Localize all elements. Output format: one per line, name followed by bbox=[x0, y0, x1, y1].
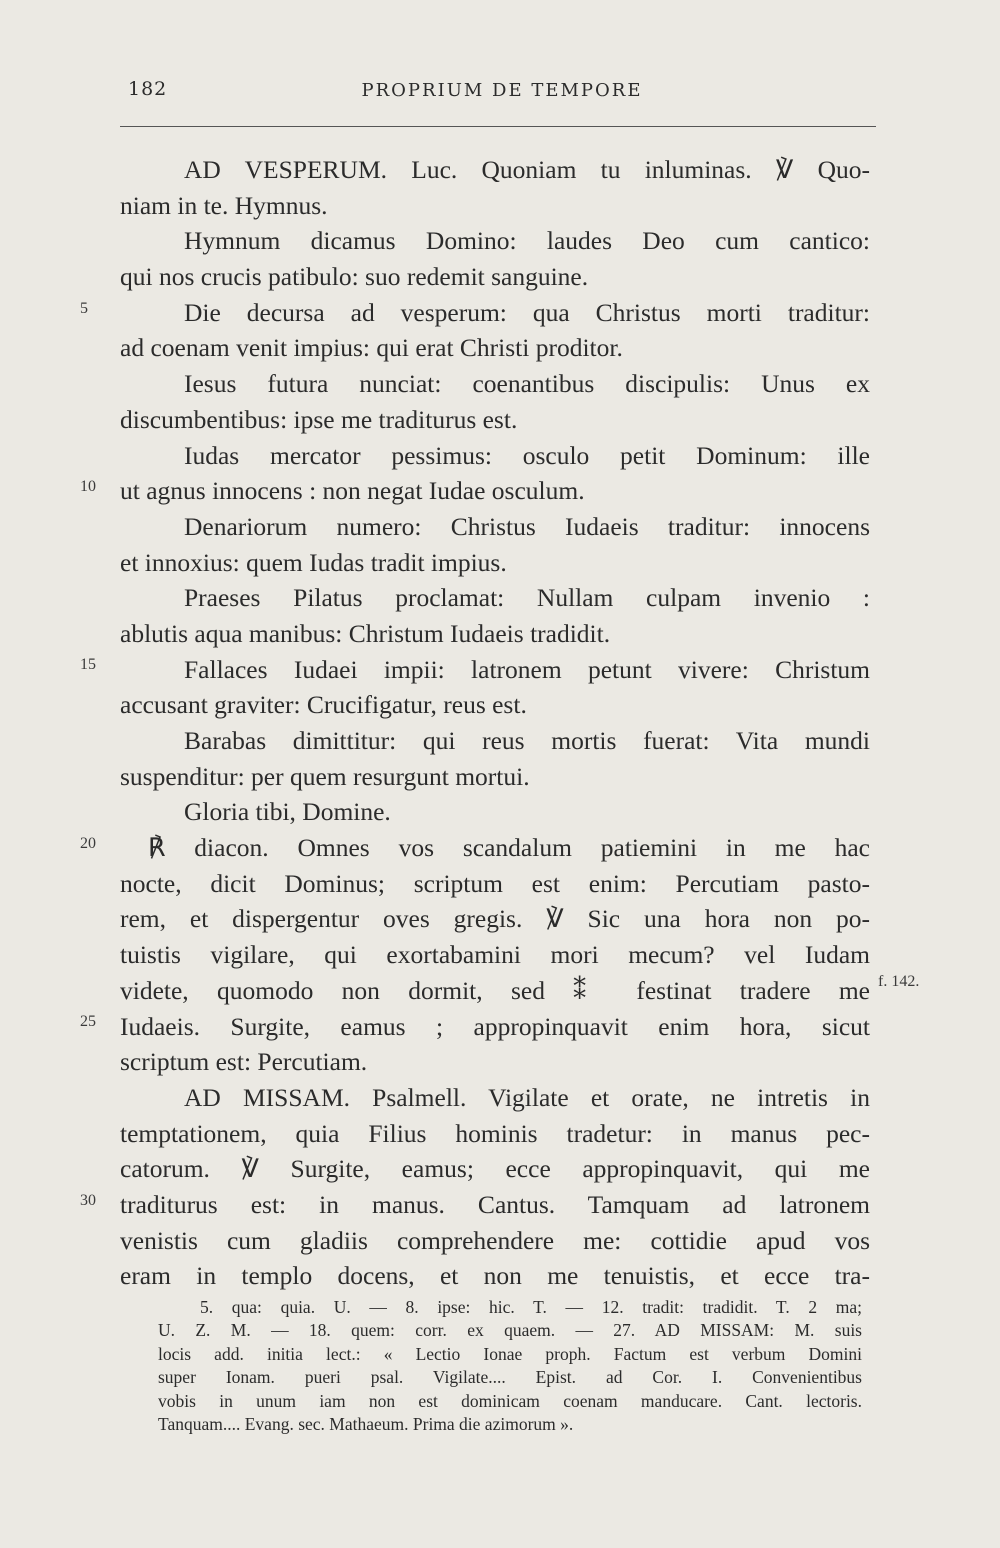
footnote-line: super Ionam. pueri psal. Vigilate.... Epist. ad Cor. I. Convenientibus bbox=[158, 1367, 862, 1388]
line-number: 25 bbox=[80, 1013, 96, 1030]
text-line: ablutis aqua manibus: Christum Iudaeis tradidit. bbox=[120, 618, 611, 648]
text-line: rem, et dispergentur oves gregis. ℣ Sic una hora non po- bbox=[120, 904, 870, 934]
text-line: Iudaeis. Surgite, eamus ; appropinquavit enim hora, sicut bbox=[120, 1011, 870, 1041]
text-line: qui nos crucis patibulo: suo redemit sanguine. bbox=[120, 262, 589, 292]
line-number: 20 bbox=[80, 835, 96, 852]
text-line: videte, quomodo non dormit, sed ⁑ festinat tradere me bbox=[120, 975, 870, 1005]
text-line: Iesus futura nunciat: coenantibus discipulis: Unus ex bbox=[184, 369, 870, 399]
text-line: venistis cum gladiis comprehendere me: cottidie apud vos bbox=[120, 1225, 870, 1255]
running-head: PROPRIUM DE TEMPORE bbox=[361, 80, 643, 101]
folio-marker: f. 142. bbox=[878, 973, 920, 990]
text-line: Hymnum dicamus Domino: laudes Deo cum cantico: bbox=[184, 226, 870, 256]
footnotes bbox=[158, 1296, 862, 1436]
line-number: 15 bbox=[80, 656, 96, 673]
text-line: temptationem, quia Filius hominis tradetur: in manus pec- bbox=[120, 1118, 870, 1148]
text-line: Iudas mercator pessimus: osculo petit Dominum: ille bbox=[184, 440, 870, 470]
text-line: ℟ diacon. Omnes vos scandalum patiemini in me hac bbox=[148, 833, 870, 863]
text-line: scriptum est: Percutiam. bbox=[120, 1047, 368, 1077]
text-line: Barabas dimittitur: qui reus mortis fuerat: Vita mundi bbox=[184, 726, 870, 755]
footnote-line: U. Z. M. — 18. quem: corr. ex quaem. — 27. AD MISSAM: M. suis bbox=[158, 1320, 862, 1341]
text-line: catorum. ℣ Surgite, eamus; ecce appropinquavit, qui me bbox=[120, 1154, 870, 1184]
line-number: 30 bbox=[80, 1192, 96, 1209]
text-line: AD MISSAM. Psalmell. Vigilate et orate, ne intretis in bbox=[184, 1082, 870, 1112]
text-line: accusant graviter: Crucifigatur, reus est. bbox=[120, 690, 527, 720]
page-header bbox=[128, 78, 876, 112]
footnote-line: 5. qua: quia. U. — 8. ipse: hic. T. — 12. tradit: tradidit. T. 2 ma; bbox=[200, 1297, 862, 1317]
text-line: Denariorum numero: Christus Iudaeis traditur: innocens bbox=[184, 511, 870, 541]
text-line: AD VESPERUM. Luc. Quoniam tu inluminas. ℣ Quo- bbox=[184, 155, 870, 184]
text-line: niam in te. Hymnus. bbox=[120, 190, 328, 220]
text-line: et innoxius: quem Iudas tradit impius. bbox=[120, 547, 507, 577]
text-line: ad coenam venit impius: qui erat Christi proditor. bbox=[120, 333, 623, 363]
main-text bbox=[120, 152, 870, 1294]
text-line: discumbentibus: ipse me traditurus est. bbox=[120, 404, 518, 434]
line-number: 10 bbox=[80, 478, 96, 495]
text-line: eram in templo docens, et non me tenuistis, et ecce tra- bbox=[120, 1261, 870, 1291]
text-line: Die decursa ad vesperum: qua Christus morti traditur: bbox=[184, 297, 870, 327]
text-line: Gloria tibi, Domine. bbox=[184, 797, 391, 827]
text-line: Praeses Pilatus proclamat: Nullam culpam invenio : bbox=[184, 583, 870, 613]
text-line: nocte, dicit Dominus; scriptum est enim: Percutiam pasto- bbox=[120, 868, 870, 898]
text-line: ut agnus innocens : non negat Iudae osculum. bbox=[120, 476, 585, 506]
header-rule bbox=[120, 126, 876, 127]
footnote-line: Tanquam.... Evang. sec. Mathaeum. Prima die azimorum ». bbox=[158, 1413, 574, 1434]
text-line: suspenditur: per quem resurgunt mortui. bbox=[120, 761, 530, 791]
footnote-line: vobis in unum iam non est dominicam coenam manducare. Cant. lectoris. bbox=[158, 1390, 862, 1411]
text-line: tuistis vigilare, qui exortabamini mori mecum? vel Iudam bbox=[120, 940, 870, 970]
line-number: 5 bbox=[80, 300, 88, 317]
text-line: traditurus est: in manus. Cantus. Tamquam ad latronem bbox=[120, 1189, 870, 1219]
footnote-line: locis add. initia lect.: « Lectio Ionae proph. Factum est verbum Domini bbox=[158, 1343, 862, 1364]
page-number: 182 bbox=[128, 78, 168, 100]
text-line: Fallaces Iudaei impii: latronem petunt vivere: Christum bbox=[184, 654, 870, 684]
